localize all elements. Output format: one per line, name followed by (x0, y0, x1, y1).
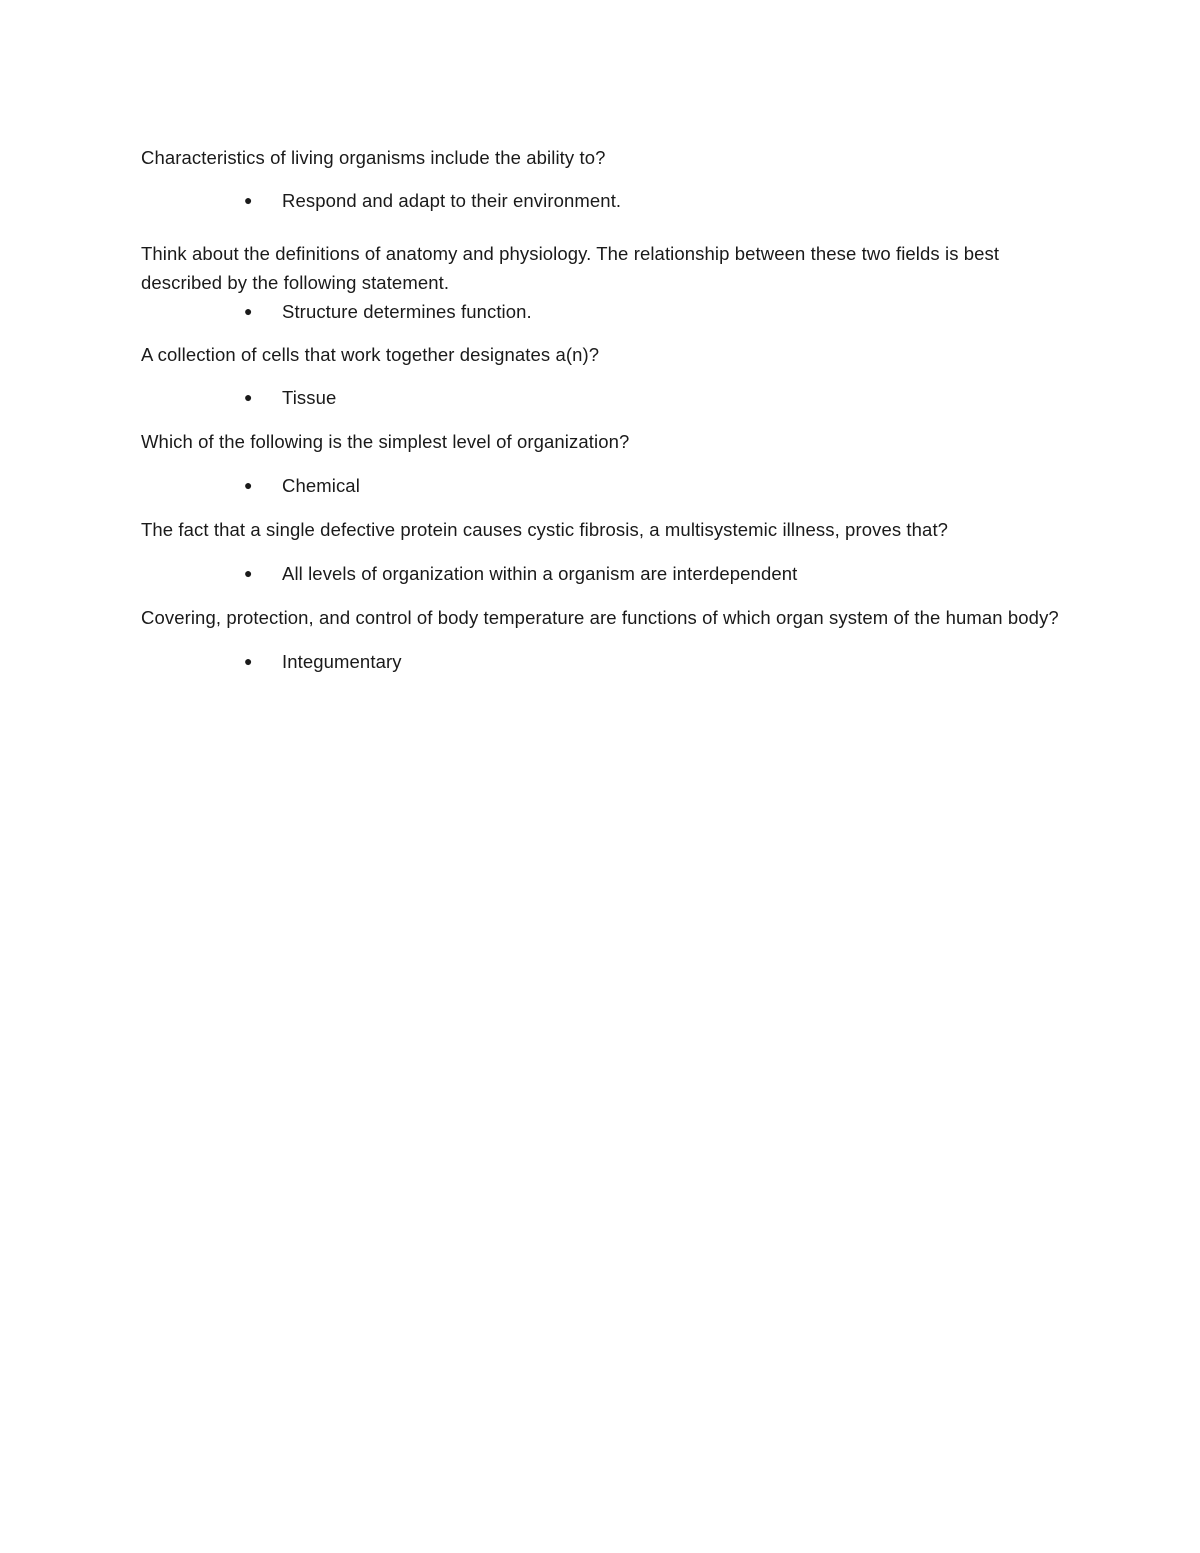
bullet-dot-icon: ● (244, 565, 253, 581)
answer-item (141, 471, 1071, 500)
bullet-dot-icon: ● (244, 653, 253, 669)
answer-text: Respond and adapt to their environment. (282, 190, 622, 211)
question-text: Think about the definitions of anatomy and physiology. The relationship between these two fields is best described by the following statement. (141, 243, 1000, 293)
bullet-dot-icon: ● (244, 303, 253, 319)
question-block (141, 515, 1071, 588)
answer-list (141, 383, 1071, 412)
question-block (141, 427, 1071, 500)
answer-item (141, 383, 1071, 412)
answer-item (141, 186, 1071, 215)
answer-list (141, 559, 1071, 588)
answer-text: Structure determines function. (282, 301, 532, 322)
answer-text: Chemical (282, 475, 360, 496)
answer-text: Integumentary (282, 651, 402, 672)
answer-list (141, 186, 1071, 215)
answer-list (141, 297, 1071, 326)
answer-text: All levels of organization within a organism are interdependent (282, 563, 798, 584)
answer-item (141, 297, 1071, 326)
answer-item (141, 559, 1071, 588)
question-text: Covering, protection, and control of body temperature are functions of which organ system of the human body? (141, 607, 1059, 628)
answer-item (141, 647, 1071, 676)
question-block (141, 603, 1071, 676)
question-text: The fact that a single defective protein causes cystic fibrosis, a multisystemic illness, proves that? (141, 519, 949, 540)
bullet-dot-icon: ● (244, 389, 253, 405)
answer-text: Tissue (282, 387, 337, 408)
question-text: Which of the following is the simplest level of organization? (141, 431, 630, 452)
question-block (141, 239, 1071, 326)
document-body (141, 143, 1071, 676)
answer-list (141, 471, 1071, 500)
answer-list (141, 647, 1071, 676)
question-block (141, 340, 1071, 412)
bullet-dot-icon: ● (244, 477, 253, 493)
question-block (141, 143, 1071, 215)
bullet-dot-icon: ● (244, 192, 253, 208)
question-text: Characteristics of living organisms include the ability to? (141, 147, 606, 168)
question-text: A collection of cells that work together designates a(n)? (141, 344, 600, 365)
